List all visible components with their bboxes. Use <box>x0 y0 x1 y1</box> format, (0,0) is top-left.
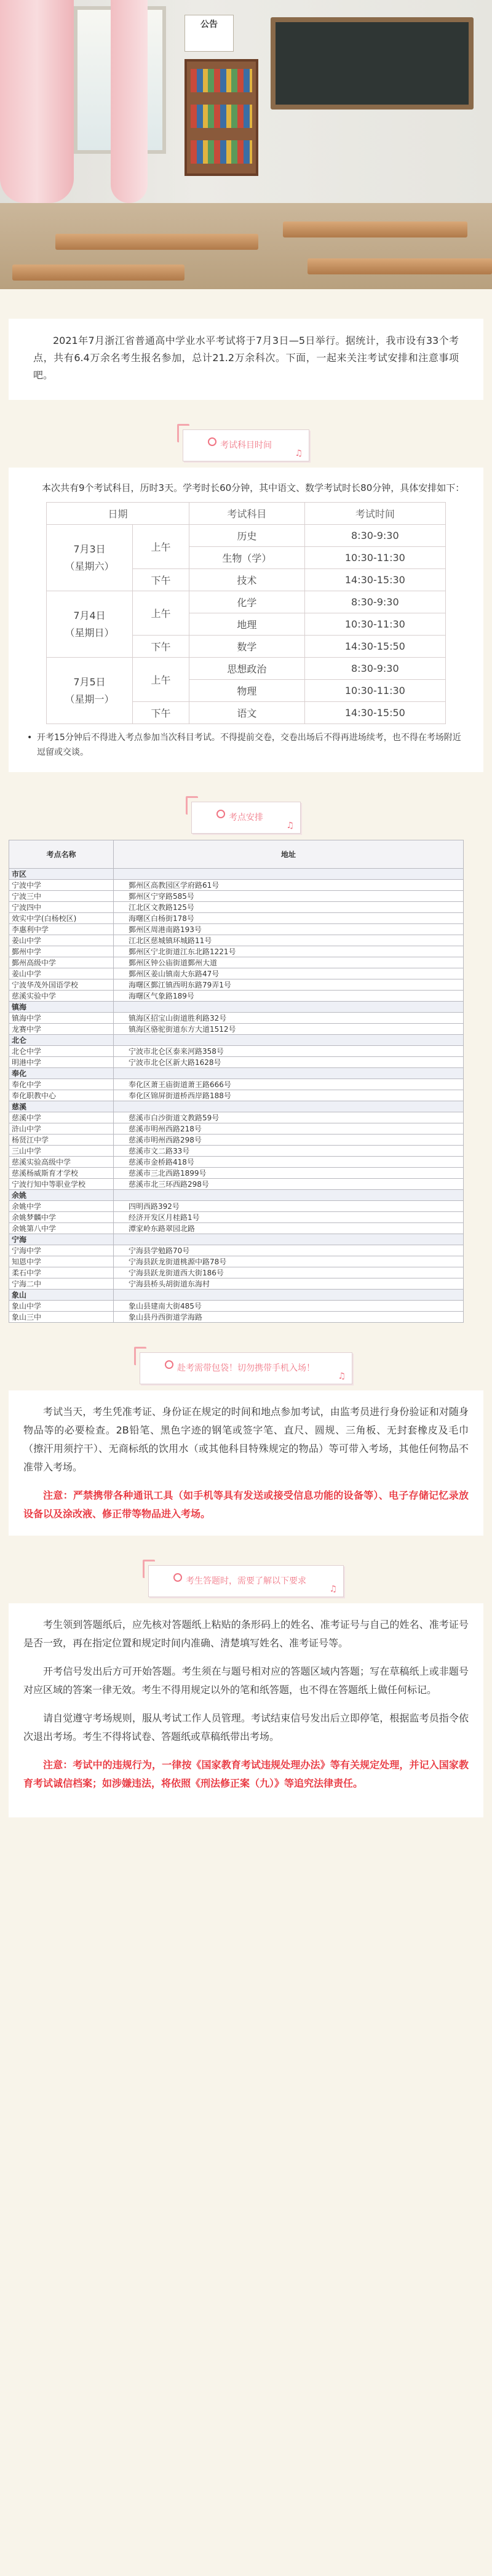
intro-panel <box>9 319 483 400</box>
location-address: 宁海县跃龙街道桃源中路78号 <box>114 1256 464 1267</box>
location-name: 宁波中学 <box>9 880 114 891</box>
music-note-icon: ♫ <box>295 449 303 458</box>
table-row <box>9 1301 464 1312</box>
corner-decoration <box>177 424 189 442</box>
music-note-icon: ♫ <box>338 1371 346 1381</box>
table-row <box>9 991 464 1002</box>
location-name: 鄞州高级中学 <box>9 957 114 968</box>
location-address: 奉化区萧王庙街道萧王路666号 <box>114 1079 464 1090</box>
section-title-text: 考点安排 <box>229 813 263 823</box>
locations-region-spacer <box>114 1035 464 1046</box>
locations-region-row <box>9 1101 464 1112</box>
table-row <box>9 1013 464 1024</box>
schedule-date: 7月5日 <box>73 676 106 688</box>
locations-region: 象山 <box>9 1290 114 1301</box>
schedule-date: 7月3日 <box>73 543 106 555</box>
locations-region-spacer <box>114 869 464 880</box>
hero-desk <box>283 221 467 237</box>
schedule-half: 上午 <box>133 525 189 569</box>
location-name: 余姚第八中学 <box>9 1223 114 1234</box>
schedule-body <box>47 525 446 724</box>
corner-decoration <box>186 796 198 815</box>
location-address: 镇海区招宝山街道胜利路32号 <box>114 1013 464 1024</box>
location-address: 慈溪市白沙街道文教路59号 <box>114 1112 464 1123</box>
table-row <box>9 1212 464 1223</box>
hero-desk <box>55 234 258 250</box>
location-address: 鄞州区钟公庙街道鄞州大道 <box>114 957 464 968</box>
schedule-time: 10:30-11:30 <box>304 547 445 569</box>
location-name: 象山三中 <box>9 1312 114 1323</box>
locations-region-row <box>9 1234 464 1245</box>
location-address: 慈溪市文二路33号 <box>114 1146 464 1157</box>
music-note-icon: ♫ <box>329 1584 337 1594</box>
location-address: 宁海县跃龙街道西大街186号 <box>114 1267 464 1278</box>
location-address: 鄞州区周港南路193号 <box>114 924 464 935</box>
location-name: 柔石中学 <box>9 1267 114 1278</box>
location-address: 慈溪市三北西路1899号 <box>114 1168 464 1179</box>
schedule-header-time: 考试时间 <box>304 503 445 525</box>
schedule-time: 14:30-15:30 <box>304 569 445 591</box>
table-row <box>9 924 464 935</box>
location-address: 海曙区白杨街178号 <box>114 913 464 924</box>
table-row <box>9 935 464 946</box>
table-row <box>9 891 464 902</box>
table-row <box>9 1134 464 1146</box>
location-name: 姜山中学 <box>9 935 114 946</box>
schedule-half: 下午 <box>133 569 189 591</box>
locations-region-row <box>9 869 464 880</box>
locations-region: 市区 <box>9 869 114 880</box>
location-name: 象山中学 <box>9 1301 114 1312</box>
table-row <box>9 979 464 991</box>
answer-panel <box>9 1603 483 1817</box>
section-title-text: 赴考需带包袋！切勿携带手机入场！ <box>177 1363 315 1373</box>
table-row <box>9 1146 464 1157</box>
table-row <box>9 1179 464 1190</box>
corner-decoration <box>134 1347 146 1365</box>
schedule-subject: 生物（学） <box>189 547 305 569</box>
location-name: 鄞州中学 <box>9 946 114 957</box>
locations-region-spacer <box>114 1290 464 1301</box>
locations-region-spacer <box>114 1068 464 1079</box>
location-name: 李惠利中学 <box>9 924 114 935</box>
location-address: 宁海县学勉路70号 <box>114 1245 464 1256</box>
schedule-header-row <box>47 503 446 525</box>
schedule-time: 10:30-11:30 <box>304 680 445 702</box>
schedule-subject: 思想政治 <box>189 658 305 680</box>
location-address: 鄞州区宁穿路585号 <box>114 891 464 902</box>
location-name: 北仑中学 <box>9 1046 114 1057</box>
schedule-half: 上午 <box>133 591 189 636</box>
table-row <box>9 946 464 957</box>
answer-paragraph-2: 开考信号发出后方可开始答题。考生须在与题号相对应的答题区域内答题；写在草稿纸上或非题号对应区域的答案一律无效。考生不得用规定以外的笔和纸答题，也不得在答题纸上做任何标记。 <box>23 1665 469 1696</box>
answer-warning: 注意：考试中的违规行为，一律按《国家教育考试违规处理办法》等有关规定处理，并记入国家教育考试诚信档案；如涉嫌违法，将依照《刑法修正案（九）》等追究法律责任。 <box>23 1759 469 1789</box>
section-title-box <box>191 802 301 834</box>
schedule-weekday: （星期六） <box>65 560 114 572</box>
location-address: 鄞州区高教园区学府路61号 <box>114 880 464 891</box>
schedule-subject: 地理 <box>189 613 305 636</box>
table-row <box>9 1312 464 1323</box>
locations-region: 宁海 <box>9 1234 114 1245</box>
location-address: 鄞州区宁北街道江东北路1221号 <box>114 946 464 957</box>
locations-table <box>9 840 464 1323</box>
schedule-subject: 技术 <box>189 569 305 591</box>
section-title-text: 考生答题时，需要了解以下要求 <box>186 1576 306 1586</box>
pin-icon <box>208 437 216 446</box>
table-row <box>9 1168 464 1179</box>
locations-region-row <box>9 1068 464 1079</box>
schedule-header-date: 日期 <box>47 503 189 525</box>
schedule-subject: 语文 <box>189 702 305 724</box>
locations-header-row <box>9 840 464 869</box>
location-address: 慈溪市北三环西路298号 <box>114 1179 464 1190</box>
locations-region-row <box>9 1035 464 1046</box>
table-row <box>9 880 464 891</box>
hero-curtain-left <box>0 0 74 203</box>
table-row <box>9 957 464 968</box>
location-name: 三山中学 <box>9 1146 114 1157</box>
table-row <box>9 1024 464 1035</box>
location-name: 慈溪杨威斯育才学校 <box>9 1168 114 1179</box>
locations-region-spacer <box>114 1002 464 1013</box>
reminder-warning: 注意：严禁携带各种通讯工具（如手机等具有发送或接受信息功能的设备等）、电子存储记忆录放设备以及涂改液、修正带等物品进入考场。 <box>23 1489 469 1520</box>
schedule-table <box>46 502 446 724</box>
subjects-intro: 本次共有9个考试科目，历时3天。学考时长60分钟，其中语文、数学考试时长80分钟，具体安排如下： <box>42 482 465 493</box>
schedule-weekday: （星期日） <box>65 626 114 639</box>
section-title-reminder <box>0 1352 492 1384</box>
location-address: 慈溪市明州西路298号 <box>114 1134 464 1146</box>
table-row <box>9 968 464 979</box>
table-row <box>9 1112 464 1123</box>
locations-header-addr: 地址 <box>114 840 464 869</box>
location-name: 浒山中学 <box>9 1123 114 1134</box>
location-address: 慈溪市明州西路218号 <box>114 1123 464 1134</box>
table-row <box>9 1157 464 1168</box>
location-name: 宁海中学 <box>9 1245 114 1256</box>
location-address: 慈溪市金桥路418号 <box>114 1157 464 1168</box>
location-address: 镇海区骆驼街道东方大道1512号 <box>114 1024 464 1035</box>
location-name: 余姚梦麟中学 <box>9 1212 114 1223</box>
location-name: 知恩中学 <box>9 1256 114 1267</box>
subjects-note: • 开考15分钟后不得进入考点参加当次科目考试。不得提前交卷，交卷出场后不得再进场续考，也不得在考场附近逗留或交谈。 <box>23 730 469 760</box>
location-name: 慈溪实验中学 <box>9 991 114 1002</box>
schedule-subject: 化学 <box>189 591 305 613</box>
section-title-answer <box>0 1565 492 1597</box>
location-address: 经济开发区月桂路1号 <box>114 1212 464 1223</box>
location-address: 象山县建南大街485号 <box>114 1301 464 1312</box>
location-name: 镇海中学 <box>9 1013 114 1024</box>
schedule-subject: 数学 <box>189 636 305 658</box>
table-row <box>9 1057 464 1068</box>
location-name: 宁波行知中等职业学校 <box>9 1179 114 1190</box>
pin-icon <box>165 1360 173 1369</box>
section-title-text: 考试科目时间 <box>220 441 272 450</box>
locations-body <box>9 869 464 1323</box>
locations-region: 北仑 <box>9 1035 114 1046</box>
schedule-subject: 历史 <box>189 525 305 547</box>
table-row <box>9 1256 464 1267</box>
table-row <box>9 913 464 924</box>
location-name: 明港中学 <box>9 1057 114 1068</box>
music-note-icon: ♫ <box>286 821 294 831</box>
subjects-panel <box>9 468 483 772</box>
location-name: 宁波华茂外国语学校 <box>9 979 114 991</box>
schedule-half: 上午 <box>133 658 189 702</box>
answer-paragraph-3: 请自觉遵守考场规则，服从考试工作人员管理。考试结束信号发出后立即停笔，根据监考员指令依次退出考场。考生不得将试卷、答题纸或草稿纸带出考场。 <box>23 1712 469 1742</box>
location-name: 余姚中学 <box>9 1201 114 1212</box>
schedule-row <box>47 591 446 613</box>
location-address: 江北区文教路125号 <box>114 902 464 913</box>
schedule-date: 7月4日 <box>73 609 106 621</box>
table-row <box>9 1201 464 1212</box>
schedule-row <box>47 525 446 547</box>
intro-paragraph: 2021年7月浙江省普通高中学业水平考试将于7月3日—5日举行。据统计，我市设有33个考点，共有6.4万余名考生报名参加，总计21.2万余科次。下面，一起来关注考试安排和注意事项吧。 <box>33 335 459 381</box>
schedule-date-cell <box>47 591 133 658</box>
location-address: 四明西路392号 <box>114 1201 464 1212</box>
locations-region-spacer <box>114 1190 464 1201</box>
table-row <box>9 1267 464 1278</box>
schedule-half: 下午 <box>133 636 189 658</box>
pin-icon <box>173 1573 182 1582</box>
reminder-panel <box>9 1390 483 1536</box>
location-address: 宁海县桥头胡街道东海村 <box>114 1278 464 1290</box>
location-address: 海曙区鄞江镇西明东路79弄1号 <box>114 979 464 991</box>
hero-desk <box>308 258 492 274</box>
locations-region: 余姚 <box>9 1190 114 1201</box>
locations-region-spacer <box>114 1101 464 1112</box>
schedule-time: 8:30-9:30 <box>304 525 445 547</box>
table-row <box>9 1278 464 1290</box>
location-name: 宁波四中 <box>9 902 114 913</box>
hero-bookshelf <box>184 59 258 176</box>
hero-classroom-image <box>0 0 492 289</box>
section-title-locations <box>0 802 492 834</box>
table-row <box>9 902 464 913</box>
schedule-weekday: （星期一） <box>65 693 114 705</box>
location-name: 奉化职教中心 <box>9 1090 114 1101</box>
schedule-half: 下午 <box>133 702 189 724</box>
locations-region-spacer <box>114 1234 464 1245</box>
section-title-box <box>148 1565 344 1597</box>
schedule-row <box>47 658 446 680</box>
location-address: 象山县丹西街道学海路 <box>114 1312 464 1323</box>
location-name: 宁海二中 <box>9 1278 114 1290</box>
location-name: 效实中学(白杨校区) <box>9 913 114 924</box>
hero-curtain-right <box>111 0 148 203</box>
hero-notice-board: 公告 <box>184 15 234 52</box>
hero-desk <box>12 265 184 281</box>
location-name: 龙赛中学 <box>9 1024 114 1035</box>
location-address: 江北区慈城镇环城路11号 <box>114 935 464 946</box>
location-name: 慈溪实验高级中学 <box>9 1157 114 1168</box>
schedule-date-cell <box>47 525 133 591</box>
schedule-time: 14:30-15:50 <box>304 636 445 658</box>
schedule-header-subject: 考试科目 <box>189 503 305 525</box>
schedule-time: 8:30-9:30 <box>304 591 445 613</box>
table-row <box>9 1223 464 1234</box>
location-name: 奉化中学 <box>9 1079 114 1090</box>
section-title-subjects <box>0 429 492 461</box>
schedule-time: 10:30-11:30 <box>304 613 445 636</box>
reminder-paragraph: 考试当天，考生凭准考证、身份证在规定的时间和地点参加考试，由监考员进行身份验证和对随身物品等的必要检查。2B铅笔、黑色字迹的钢笔或签字笔、直尺、圆规、三角板、无封套橡皮及毛巾（擦汗用须拧干）、无商标纸的饮用水（或其他科目特殊规定的物品）等可带入考场，其他任何物品不准带入考场。 <box>23 1406 469 1473</box>
location-address: 鄞州区姜山镇南大东路47号 <box>114 968 464 979</box>
answer-paragraph-1: 考生领到答题纸后，应先核对答题纸上粘贴的条形码上的姓名、准考证号与自己的姓名、准考证号是否一致，再在指定位置和规定时间内准确、清楚填写姓名、准考证号等。 <box>23 1619 469 1649</box>
schedule-time: 8:30-9:30 <box>304 658 445 680</box>
location-address: 潭家岭东路翠园北路 <box>114 1223 464 1234</box>
hero-blackboard <box>271 17 474 110</box>
locations-region: 慈溪 <box>9 1101 114 1112</box>
schedule-time: 14:30-15:50 <box>304 702 445 724</box>
table-row <box>9 1079 464 1090</box>
table-row <box>9 1046 464 1057</box>
location-name: 宁波三中 <box>9 891 114 902</box>
schedule-subject: 物理 <box>189 680 305 702</box>
table-row <box>9 1090 464 1101</box>
location-address: 海曙区气象路189号 <box>114 991 464 1002</box>
locations-region-row <box>9 1002 464 1013</box>
locations-region: 镇海 <box>9 1002 114 1013</box>
locations-region: 奉化 <box>9 1068 114 1079</box>
location-name: 慈溪中学 <box>9 1112 114 1123</box>
location-address: 宁波市北仑区新大路1628号 <box>114 1057 464 1068</box>
locations-region-row <box>9 1290 464 1301</box>
pin-icon <box>216 810 225 818</box>
locations-region-row <box>9 1190 464 1201</box>
table-row <box>9 1123 464 1134</box>
section-title-box <box>140 1352 352 1384</box>
location-address: 奉化区锦屏街道桥西岸路188号 <box>114 1090 464 1101</box>
schedule-date-cell <box>47 658 133 724</box>
corner-decoration <box>143 1560 155 1578</box>
location-name: 杨贤江中学 <box>9 1134 114 1146</box>
section-title-box <box>183 429 309 461</box>
locations-header-name: 考点名称 <box>9 840 114 869</box>
table-row <box>9 1245 464 1256</box>
location-address: 宁波市北仑区泰来河路358号 <box>114 1046 464 1057</box>
location-name: 姜山中学 <box>9 968 114 979</box>
